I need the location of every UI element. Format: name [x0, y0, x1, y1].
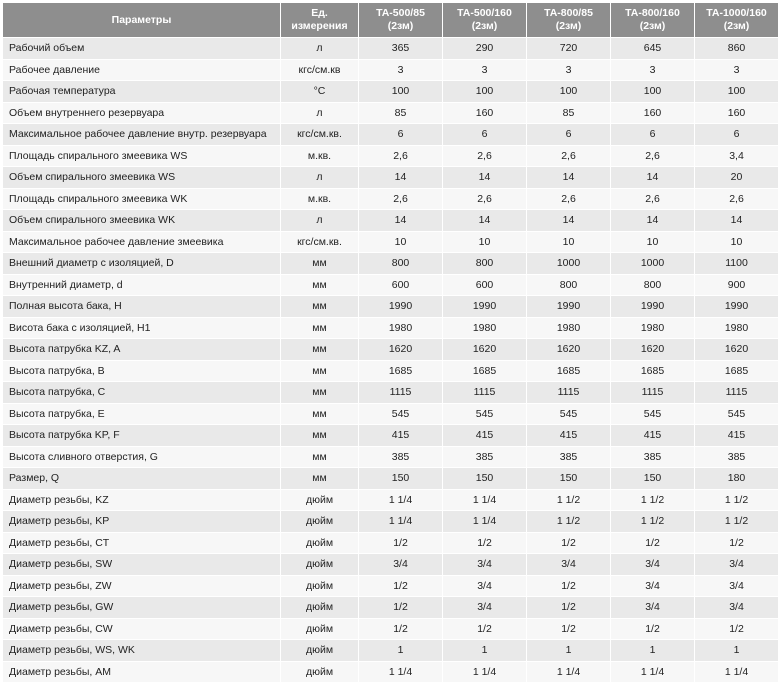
value-cell: 2,6 [359, 188, 443, 210]
header-line: (2зм) [639, 20, 666, 32]
unit-cell: дюйм [281, 640, 359, 662]
value-cell: 100 [695, 81, 779, 103]
unit-cell: м.кв. [281, 188, 359, 210]
value-cell: 1980 [695, 317, 779, 339]
unit-cell: дюйм [281, 597, 359, 619]
table-row [3, 425, 779, 447]
param-cell: Максимальное рабочее давление внутр. резервуара [3, 124, 281, 146]
value-cell: 160 [443, 102, 527, 124]
value-cell: 2,6 [695, 188, 779, 210]
unit-cell: дюйм [281, 554, 359, 576]
table-row [3, 296, 779, 318]
value-cell: 10 [359, 231, 443, 253]
value-cell: 1115 [443, 382, 527, 404]
header-line: TA-800/85 [544, 7, 593, 19]
table-row [3, 382, 779, 404]
table-row [3, 59, 779, 81]
value-cell: 1/2 [359, 618, 443, 640]
value-cell: 1/2 [527, 532, 611, 554]
value-cell: 720 [527, 38, 611, 60]
value-cell: 415 [359, 425, 443, 447]
value-cell: 1115 [527, 382, 611, 404]
param-cell: Полная высота бака, H [3, 296, 281, 318]
table-row [3, 124, 779, 146]
param-cell: Диаметр резьбы, SW [3, 554, 281, 576]
value-cell: 1 1/2 [695, 489, 779, 511]
value-cell: 1/2 [443, 618, 527, 640]
value-cell: 3/4 [443, 554, 527, 576]
value-cell: 3/4 [443, 575, 527, 597]
table-row [3, 446, 779, 468]
value-cell: 1685 [611, 360, 695, 382]
value-cell: 1 [695, 640, 779, 662]
value-cell: 10 [527, 231, 611, 253]
value-cell: 1/2 [611, 618, 695, 640]
table-row [3, 403, 779, 425]
header-line: Ед. [311, 7, 328, 19]
value-cell: 1685 [527, 360, 611, 382]
table-row [3, 575, 779, 597]
value-cell: 10 [695, 231, 779, 253]
value-cell: 545 [611, 403, 695, 425]
header-parameters [3, 3, 281, 38]
param-cell: Диаметр резьбы, AM [3, 661, 281, 683]
unit-cell: мм [281, 446, 359, 468]
param-cell: Внешний диаметр с изоляцией, D [3, 253, 281, 275]
unit-cell: мм [281, 382, 359, 404]
param-cell: Диаметр резьбы, CT [3, 532, 281, 554]
value-cell: 3/4 [443, 597, 527, 619]
value-cell: 290 [443, 38, 527, 60]
param-cell: Диаметр резьбы, WS, WK [3, 640, 281, 662]
value-cell: 1990 [611, 296, 695, 318]
table-row [3, 489, 779, 511]
value-cell: 3 [695, 59, 779, 81]
value-cell: 1980 [611, 317, 695, 339]
value-cell: 1685 [359, 360, 443, 382]
value-cell: 160 [695, 102, 779, 124]
value-cell: 415 [695, 425, 779, 447]
value-cell: 100 [611, 81, 695, 103]
value-cell: 1/2 [527, 597, 611, 619]
value-cell: 14 [359, 167, 443, 189]
value-cell: 600 [443, 274, 527, 296]
header-line: измерения [291, 20, 348, 32]
value-cell: 85 [527, 102, 611, 124]
value-cell: 3/4 [695, 554, 779, 576]
param-cell: Площадь спирального змеевика WS [3, 145, 281, 167]
unit-cell: мм [281, 403, 359, 425]
value-cell: 415 [527, 425, 611, 447]
value-cell: 1100 [695, 253, 779, 275]
value-cell: 1/2 [695, 532, 779, 554]
value-cell: 800 [443, 253, 527, 275]
value-cell: 1 [359, 640, 443, 662]
value-cell: 1685 [695, 360, 779, 382]
unit-cell: кгс/см.кв. [281, 231, 359, 253]
value-cell: 20 [695, 167, 779, 189]
value-cell: 1115 [695, 382, 779, 404]
unit-cell: дюйм [281, 532, 359, 554]
table-row [3, 81, 779, 103]
value-cell: 180 [695, 468, 779, 490]
value-cell: 3 [443, 59, 527, 81]
value-cell: 14 [359, 210, 443, 232]
unit-cell: л [281, 102, 359, 124]
header-line: (2зм) [471, 20, 498, 32]
value-cell: 6 [611, 124, 695, 146]
value-cell: 385 [695, 446, 779, 468]
value-cell: 100 [359, 81, 443, 103]
param-cell: Диаметр резьбы, GW [3, 597, 281, 619]
value-cell: 1 1/4 [359, 511, 443, 533]
param-cell: Внутренний диаметр, d [3, 274, 281, 296]
param-cell: Размер, Q [3, 468, 281, 490]
unit-cell: мм [281, 360, 359, 382]
table-row [3, 511, 779, 533]
value-cell: 385 [359, 446, 443, 468]
value-cell: 2,6 [443, 145, 527, 167]
param-cell: Рабочая температура [3, 81, 281, 103]
value-cell: 1/2 [611, 532, 695, 554]
value-cell: 10 [443, 231, 527, 253]
table-row [3, 468, 779, 490]
value-cell: 1 1/4 [611, 661, 695, 683]
table-row [3, 231, 779, 253]
value-cell: 365 [359, 38, 443, 60]
value-cell: 2,6 [527, 188, 611, 210]
value-cell: 14 [695, 210, 779, 232]
header-line: TA-500/85 [376, 7, 425, 19]
spec-table [2, 2, 779, 683]
value-cell: 3/4 [611, 597, 695, 619]
unit-cell: дюйм [281, 511, 359, 533]
value-cell: 385 [527, 446, 611, 468]
unit-cell: мм [281, 425, 359, 447]
param-cell: Максимальное рабочее давление змеевика [3, 231, 281, 253]
table-row [3, 167, 779, 189]
unit-cell: мм [281, 468, 359, 490]
table-body [3, 38, 779, 683]
value-cell: 600 [359, 274, 443, 296]
value-cell: 14 [443, 210, 527, 232]
value-cell: 1 1/2 [527, 511, 611, 533]
value-cell: 1000 [611, 253, 695, 275]
table-row [3, 661, 779, 683]
param-cell: Объем спирального змеевика WK [3, 210, 281, 232]
table-row [3, 274, 779, 296]
param-cell: Высота патрубка KZ, A [3, 339, 281, 361]
table-row [3, 317, 779, 339]
value-cell: 3/4 [527, 554, 611, 576]
value-cell: 1 1/4 [443, 511, 527, 533]
value-cell: 1/2 [359, 532, 443, 554]
table-row [3, 102, 779, 124]
value-cell: 100 [443, 81, 527, 103]
value-cell: 1980 [527, 317, 611, 339]
header-line: (2зм) [387, 20, 414, 32]
header-line: Параметры [111, 13, 172, 26]
param-cell: Объем спирального змеевика WS [3, 167, 281, 189]
value-cell: 545 [695, 403, 779, 425]
value-cell: 1620 [527, 339, 611, 361]
value-cell: 1115 [611, 382, 695, 404]
unit-cell: кгс/см.кв. [281, 124, 359, 146]
value-cell: 6 [527, 124, 611, 146]
unit-cell: м.кв. [281, 145, 359, 167]
value-cell: 1 1/2 [611, 511, 695, 533]
value-cell: 6 [695, 124, 779, 146]
header-line: (2зм) [723, 20, 750, 32]
param-cell: Диаметр резьбы, KP [3, 511, 281, 533]
value-cell: 2,6 [359, 145, 443, 167]
value-cell: 1/2 [443, 532, 527, 554]
value-cell: 150 [443, 468, 527, 490]
value-cell: 14 [443, 167, 527, 189]
header-ta-500-160 [443, 3, 527, 38]
table-header [3, 3, 779, 38]
header-line: TA-500/160 [457, 7, 512, 19]
value-cell: 1 1/4 [359, 661, 443, 683]
table-row [3, 210, 779, 232]
value-cell: 3/4 [359, 554, 443, 576]
value-cell: 1115 [359, 382, 443, 404]
table-row [3, 38, 779, 60]
unit-cell: мм [281, 339, 359, 361]
value-cell: 6 [443, 124, 527, 146]
value-cell: 385 [443, 446, 527, 468]
value-cell: 1 1/4 [695, 661, 779, 683]
value-cell: 415 [443, 425, 527, 447]
param-cell: Высота патрубка KP, F [3, 425, 281, 447]
value-cell: 1620 [359, 339, 443, 361]
value-cell: 1990 [359, 296, 443, 318]
table-row [3, 360, 779, 382]
param-cell: Рабочее давление [3, 59, 281, 81]
value-cell: 1990 [443, 296, 527, 318]
value-cell: 800 [359, 253, 443, 275]
value-cell: 2,6 [611, 188, 695, 210]
value-cell: 2,6 [611, 145, 695, 167]
param-cell: Диаметр резьбы, ZW [3, 575, 281, 597]
unit-cell: дюйм [281, 661, 359, 683]
value-cell: 2,6 [527, 145, 611, 167]
unit-cell: дюйм [281, 618, 359, 640]
unit-cell: мм [281, 274, 359, 296]
table-row [3, 640, 779, 662]
value-cell: 1 1/4 [359, 489, 443, 511]
param-cell: Рабочий объем [3, 38, 281, 60]
value-cell: 160 [611, 102, 695, 124]
value-cell: 1/2 [527, 575, 611, 597]
header-ta-800-160 [611, 3, 695, 38]
value-cell: 900 [695, 274, 779, 296]
value-cell: 3/4 [695, 597, 779, 619]
unit-cell: дюйм [281, 575, 359, 597]
value-cell: 3 [527, 59, 611, 81]
value-cell: 150 [527, 468, 611, 490]
header-ta-500-85 [359, 3, 443, 38]
header-ta-800-85 [527, 3, 611, 38]
value-cell: 85 [359, 102, 443, 124]
table-row [3, 554, 779, 576]
value-cell: 1990 [695, 296, 779, 318]
value-cell: 1685 [443, 360, 527, 382]
param-cell: Высота патрубка, B [3, 360, 281, 382]
unit-cell: л [281, 210, 359, 232]
value-cell: 1620 [443, 339, 527, 361]
header-ta-1000-160 [695, 3, 779, 38]
value-cell: 645 [611, 38, 695, 60]
header-line: (2зм) [555, 20, 582, 32]
value-cell: 800 [527, 274, 611, 296]
value-cell: 1980 [359, 317, 443, 339]
value-cell: 860 [695, 38, 779, 60]
value-cell: 6 [359, 124, 443, 146]
value-cell: 14 [527, 210, 611, 232]
value-cell: 1 1/4 [443, 661, 527, 683]
unit-cell: мм [281, 253, 359, 275]
value-cell: 1 [443, 640, 527, 662]
value-cell: 1 1/2 [527, 489, 611, 511]
param-cell: Высота патрубка, E [3, 403, 281, 425]
param-cell: Диаметр резьбы, KZ [3, 489, 281, 511]
value-cell: 14 [611, 167, 695, 189]
value-cell: 1/2 [527, 618, 611, 640]
header-line: TA-1000/160 [706, 7, 767, 19]
table-row [3, 597, 779, 619]
value-cell: 2,6 [443, 188, 527, 210]
unit-cell: дюйм [281, 489, 359, 511]
value-cell: 1 1/2 [695, 511, 779, 533]
value-cell: 1620 [611, 339, 695, 361]
param-cell: Площадь спирального змеевика WK [3, 188, 281, 210]
value-cell: 3 [611, 59, 695, 81]
header-line: TA-800/160 [625, 7, 680, 19]
value-cell: 14 [611, 210, 695, 232]
table-row [3, 618, 779, 640]
header-row [3, 3, 779, 38]
header-unit [281, 3, 359, 38]
value-cell: 1 [611, 640, 695, 662]
table-row [3, 339, 779, 361]
value-cell: 1000 [527, 253, 611, 275]
table-row [3, 188, 779, 210]
unit-cell: °C [281, 81, 359, 103]
param-cell: Высота патрубка, C [3, 382, 281, 404]
param-cell: Объем внутреннего резервуара [3, 102, 281, 124]
value-cell: 545 [443, 403, 527, 425]
value-cell: 100 [527, 81, 611, 103]
unit-cell: мм [281, 296, 359, 318]
table-row [3, 145, 779, 167]
value-cell: 3/4 [611, 575, 695, 597]
unit-cell: кгс/см.кв [281, 59, 359, 81]
unit-cell: л [281, 38, 359, 60]
table-row [3, 253, 779, 275]
value-cell: 10 [611, 231, 695, 253]
value-cell: 1/2 [359, 575, 443, 597]
value-cell: 3,4 [695, 145, 779, 167]
value-cell: 1 1/4 [443, 489, 527, 511]
value-cell: 415 [611, 425, 695, 447]
value-cell: 545 [359, 403, 443, 425]
value-cell: 14 [527, 167, 611, 189]
value-cell: 1/2 [695, 618, 779, 640]
value-cell: 800 [611, 274, 695, 296]
param-cell: Висота бака с изоляцией, H1 [3, 317, 281, 339]
value-cell: 1 [527, 640, 611, 662]
value-cell: 1620 [695, 339, 779, 361]
unit-cell: мм [281, 317, 359, 339]
value-cell: 1 1/4 [527, 661, 611, 683]
value-cell: 3/4 [695, 575, 779, 597]
value-cell: 385 [611, 446, 695, 468]
table-row [3, 532, 779, 554]
value-cell: 3/4 [611, 554, 695, 576]
value-cell: 545 [527, 403, 611, 425]
value-cell: 1980 [443, 317, 527, 339]
value-cell: 1 1/2 [611, 489, 695, 511]
value-cell: 3 [359, 59, 443, 81]
param-cell: Высота сливного отверстия, G [3, 446, 281, 468]
value-cell: 150 [611, 468, 695, 490]
unit-cell: л [281, 167, 359, 189]
value-cell: 1/2 [359, 597, 443, 619]
param-cell: Диаметр резьбы, CW [3, 618, 281, 640]
value-cell: 1990 [527, 296, 611, 318]
value-cell: 150 [359, 468, 443, 490]
